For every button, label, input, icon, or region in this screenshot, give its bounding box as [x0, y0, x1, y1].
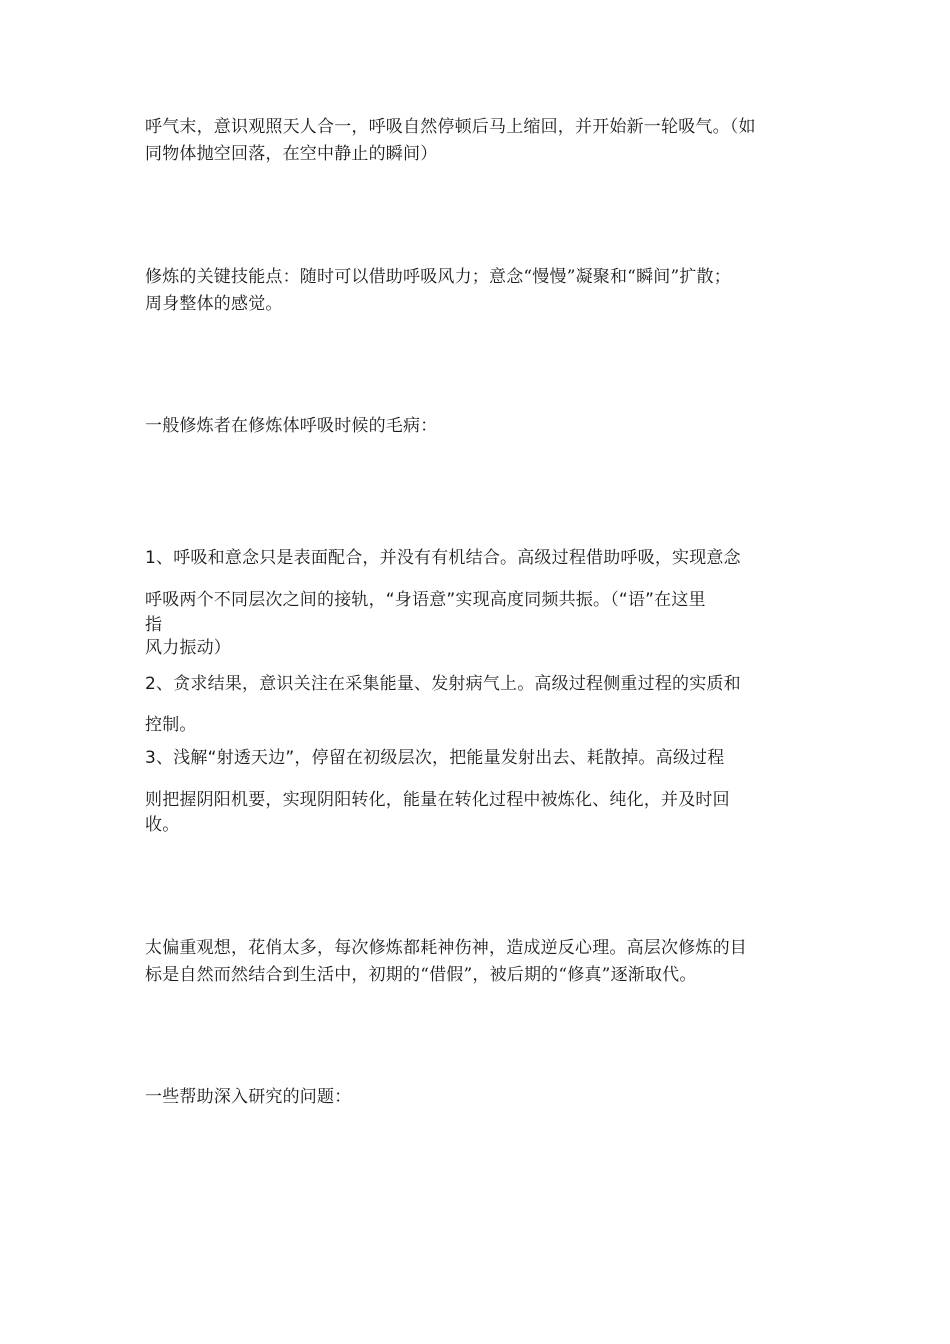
text-line: 2、贪求结果，意识关注在采集能量、发射病气上。高级过程侧重过程的实质和	[145, 674, 741, 694]
text-line: 周身整体的感觉。	[145, 294, 283, 314]
text-line: 太偏重观想，花俏太多，每次修炼都耗神伤神，造成逆反心理。高层次修炼的目	[145, 938, 747, 958]
text-line: 修炼的关键技能点：随时可以借助呼吸风力；意念“慢慢”凝聚和“瞬间”扩散；	[145, 267, 731, 287]
text-line: 呼吸两个不同层次之间的接轨，“身语意”实现高度同频共振。（“语”在这里	[145, 590, 706, 610]
text-line: 指	[145, 615, 163, 635]
text-line: 同物体抛空回落，在空中静止的瞬间）	[145, 144, 438, 164]
text-line: 3、浅解“射透天边”，停留在初级层次，把能量发射出去、耗散掉。高级过程	[145, 748, 725, 768]
text-line: 一般修炼者在修炼体呼吸时候的毛病：	[145, 416, 438, 436]
text-line: 控制。	[145, 715, 197, 735]
text-line: 收。	[145, 815, 180, 835]
text-line: 标是自然而然结合到生活中，初期的“借假”，被后期的“修真”逐渐取代。	[145, 965, 697, 985]
text-line: 一些帮助深入研究的问题：	[145, 1087, 352, 1107]
text-line: 风力振动）	[145, 638, 231, 658]
text-line: 呼气末，意识观照天人合一，呼吸自然停顿后马上缩回，并开始新一轮吸气。（如	[145, 117, 756, 137]
text-line: 则把握阴阳机要，实现阴阳转化，能量在转化过程中被炼化、纯化，并及时回	[145, 790, 730, 810]
text-line: 1、呼吸和意念只是表面配合，并没有有机结合。高级过程借助呼吸，实现意念	[145, 548, 741, 568]
